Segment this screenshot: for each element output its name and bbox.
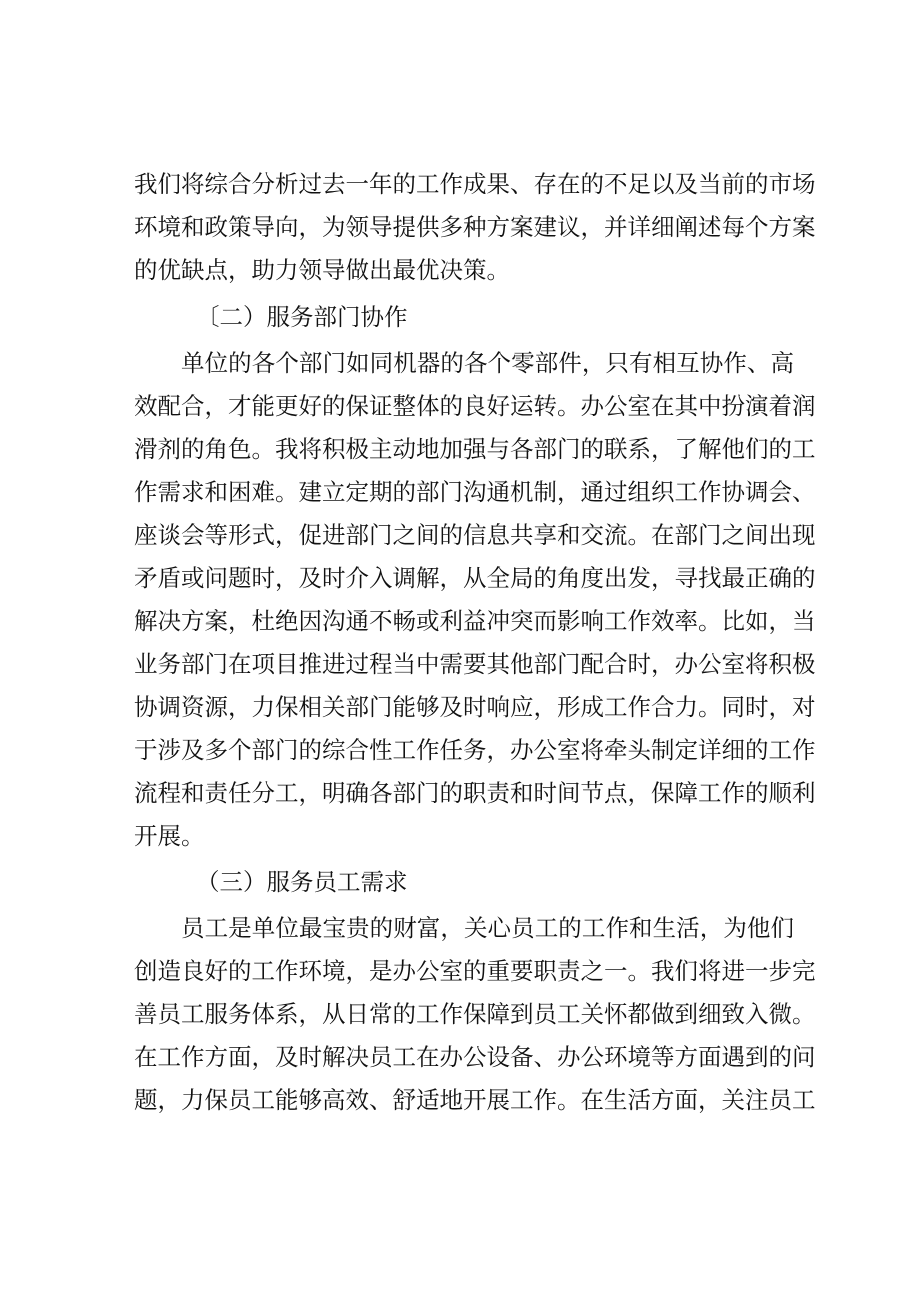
para1-line-2: 环境和政策导向，为领导提供多种方案建议，并详细阐述每个方案 xyxy=(134,213,816,241)
para2-line-11: 流程和责任分工，明确各部门的职责和时间节点，保障工作的顺利 xyxy=(134,779,816,807)
section-heading-2: 〔二）服务部门协作 xyxy=(196,303,408,331)
para2-line-7: 解决方案，杜绝因沟通不畅或利益冲突而影响工作效率。比如，当 xyxy=(134,607,816,635)
para2-line-6: 矛盾或问题时，及时介入调解，从全局的角度出发，寻找最正确的 xyxy=(134,564,816,592)
para2-line-1: 单位的各个部门如同机器的各个零部件，只有相互协作、高 xyxy=(181,349,794,377)
para2-line-12: 开展。 xyxy=(134,822,205,850)
para2-line-4: 作需求和困难。建立定期的部门沟通机制，通过组织工作协调会、 xyxy=(134,478,816,506)
para2-line-8: 业务部门在项目推进过程当中需要其他部门配合时，办公室将积极 xyxy=(134,650,816,678)
para2-line-9: 协调资源，力保相关部门能够及时响应，形成工作合力。同时，对 xyxy=(134,693,816,721)
para2-line-5: 座谈会等形式，促进部门之间的信息共享和交流。在部门之间出现 xyxy=(134,521,816,549)
para3-line-1: 员工是单位最宝贵的财富，关心员工的工作和生活，为他们 xyxy=(181,914,794,942)
para2-line-3: 滑剂的角色。我将积极主动地加强与各部门的联系，了解他们的工 xyxy=(134,435,816,463)
para1-line-3: 的优缺点，助力领导做出最优决策。 xyxy=(134,256,510,284)
para3-line-2: 创造良好的工作环境，是办公室的重要职责之一。我们将进一步完 xyxy=(134,957,816,985)
para1-line-1: 我们将综合分析过去一年的工作成果、存在的不足以及当前的市场 xyxy=(134,170,816,198)
section-heading-3: （三）服务员工需求 xyxy=(196,868,408,896)
para2-line-10: 于涉及多个部门的综合性工作任务，办公室将牵头制定详细的工作 xyxy=(134,736,816,764)
para3-line-3: 善员工服务体系，从日常的工作保障到员工关怀都做到细致入微。 xyxy=(134,1000,816,1028)
para3-line-4: 在工作方面，及时解决员工在办公设备、办公环境等方面遇到的问 xyxy=(134,1043,816,1071)
para3-line-5: 题，力保员工能够高效、舒适地开展工作。在生活方面，关注员工 xyxy=(134,1086,816,1114)
para2-line-2: 效配合，才能更好的保证整体的良好运转。办公室在其中扮演着润 xyxy=(134,392,816,420)
